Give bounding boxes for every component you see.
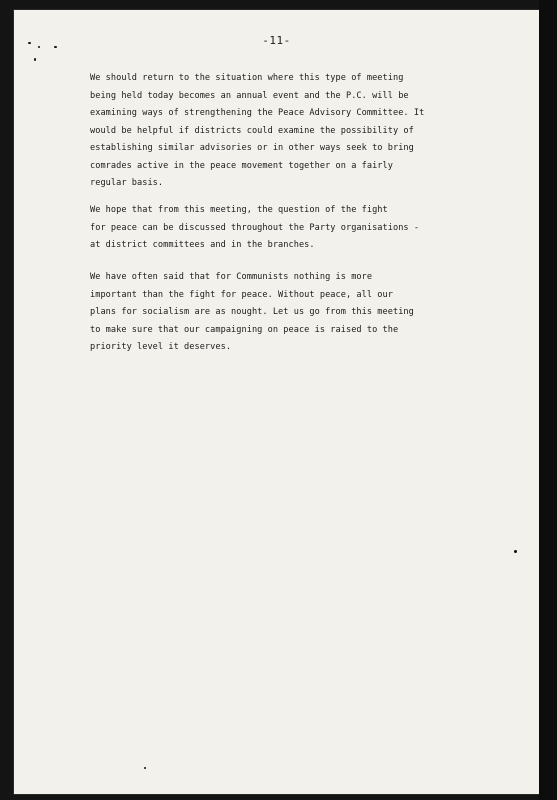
paragraph-annual-meeting: We should return to the situation where this type of meeting being held today becomes an annual event and the P.C. will be examining ways of strengthening the Peace Advisory Committee. It would be helpful if districts could examine the possibility of establishing similar advisories or in other ways seek to bring comrades active in the peace movement together on a fairly regular basis.: [90, 73, 425, 188]
scan-speck: [514, 550, 517, 553]
scan-edge: [539, 0, 557, 800]
scan-speck: [144, 767, 146, 769]
document-page: [14, 10, 539, 794]
scan-speck: [34, 58, 36, 61]
paragraph-party-discussion: We hope that from this meeting, the question of the fight for peace can be discussed throughout the Party organisations - at district committees and in the branches.: [90, 205, 420, 250]
paragraph-fight-for-peace: We have often said that for Communists nothing is more important than the fight for peace. Without peace, all our plans for socialism are as nought. Let us go from this meeting to make sure that our campaigning on peace is raised to the priority level it deserves.: [90, 272, 414, 352]
page-number: -11-: [262, 34, 291, 47]
